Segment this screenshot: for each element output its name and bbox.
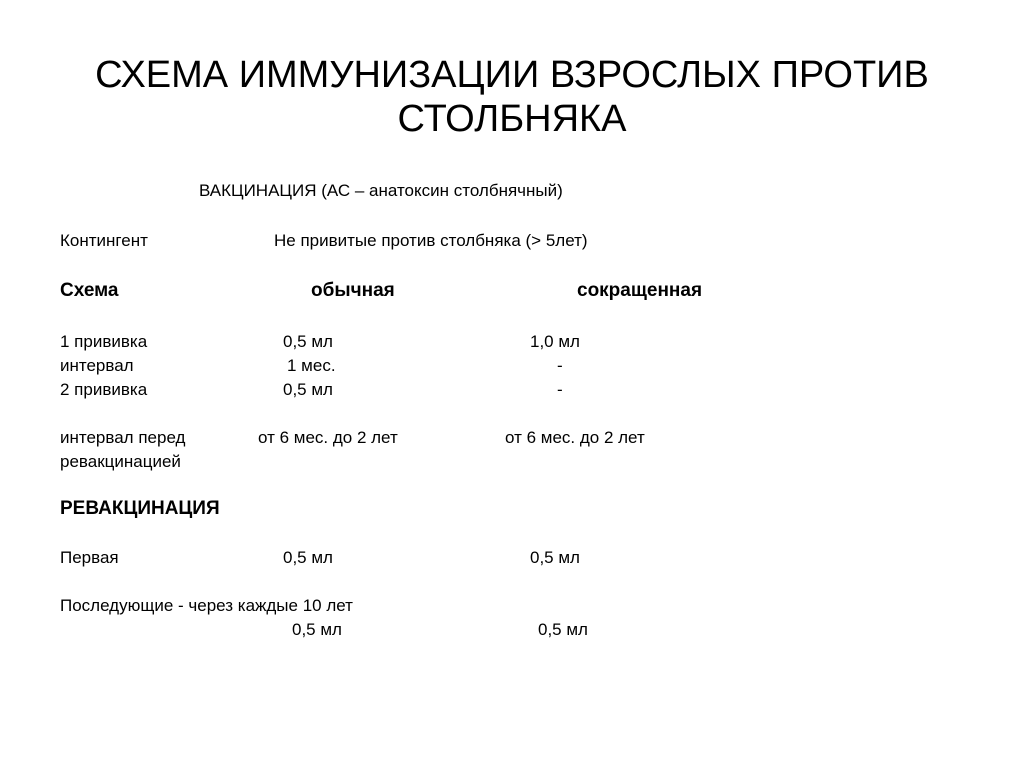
slide-title-line-1: СХЕМА ИММУНИЗАЦИИ ВЗРОСЛЫХ ПРОТИВ <box>95 54 929 96</box>
subsequent-revaccination-col1: 0,5 мл <box>292 620 342 639</box>
row-col1: 1 мес. <box>287 356 336 375</box>
interval-before-label-2: ревакцинацией <box>60 452 181 471</box>
row-col2: 1,0 мл <box>530 332 580 351</box>
contingent-label: Контингент <box>60 231 148 250</box>
subsequent-revaccination-label: Последующие - через каждые 10 лет <box>60 596 353 615</box>
row-label: 2 прививка <box>60 380 148 399</box>
vaccination-heading: ВАКЦИНАЦИЯ (АС – анатоксин столбнячный) <box>199 181 563 200</box>
revaccination-heading: РЕВАКЦИНАЦИЯ <box>60 498 220 519</box>
row-col2: - <box>557 380 563 399</box>
row-label: 1 прививка <box>60 332 148 351</box>
row-col2: - <box>557 356 563 375</box>
row-col1: 0,5 мл <box>283 380 333 399</box>
contingent-value: Не привитые против столбняка (> 5лет) <box>274 231 588 250</box>
schema-label: Схема <box>60 280 119 301</box>
first-revaccination-col1: 0,5 мл <box>283 548 333 567</box>
slide-title-line-2: СТОЛБНЯКА <box>397 98 627 140</box>
row-label: интервал <box>60 356 134 375</box>
schema-col-shortened: сокращенная <box>577 280 703 301</box>
interval-before-col2: от 6 мес. до 2 лет <box>505 428 645 447</box>
schema-col-regular: обычная <box>311 280 395 301</box>
first-revaccination-col2: 0,5 мл <box>530 548 580 567</box>
subsequent-revaccination-col2: 0,5 мл <box>538 620 588 639</box>
row-col1: 0,5 мл <box>283 332 333 351</box>
first-revaccination-label: Первая <box>60 548 119 567</box>
interval-before-label-1: интервал перед <box>60 428 186 447</box>
interval-before-col1: от 6 мес. до 2 лет <box>258 428 398 447</box>
